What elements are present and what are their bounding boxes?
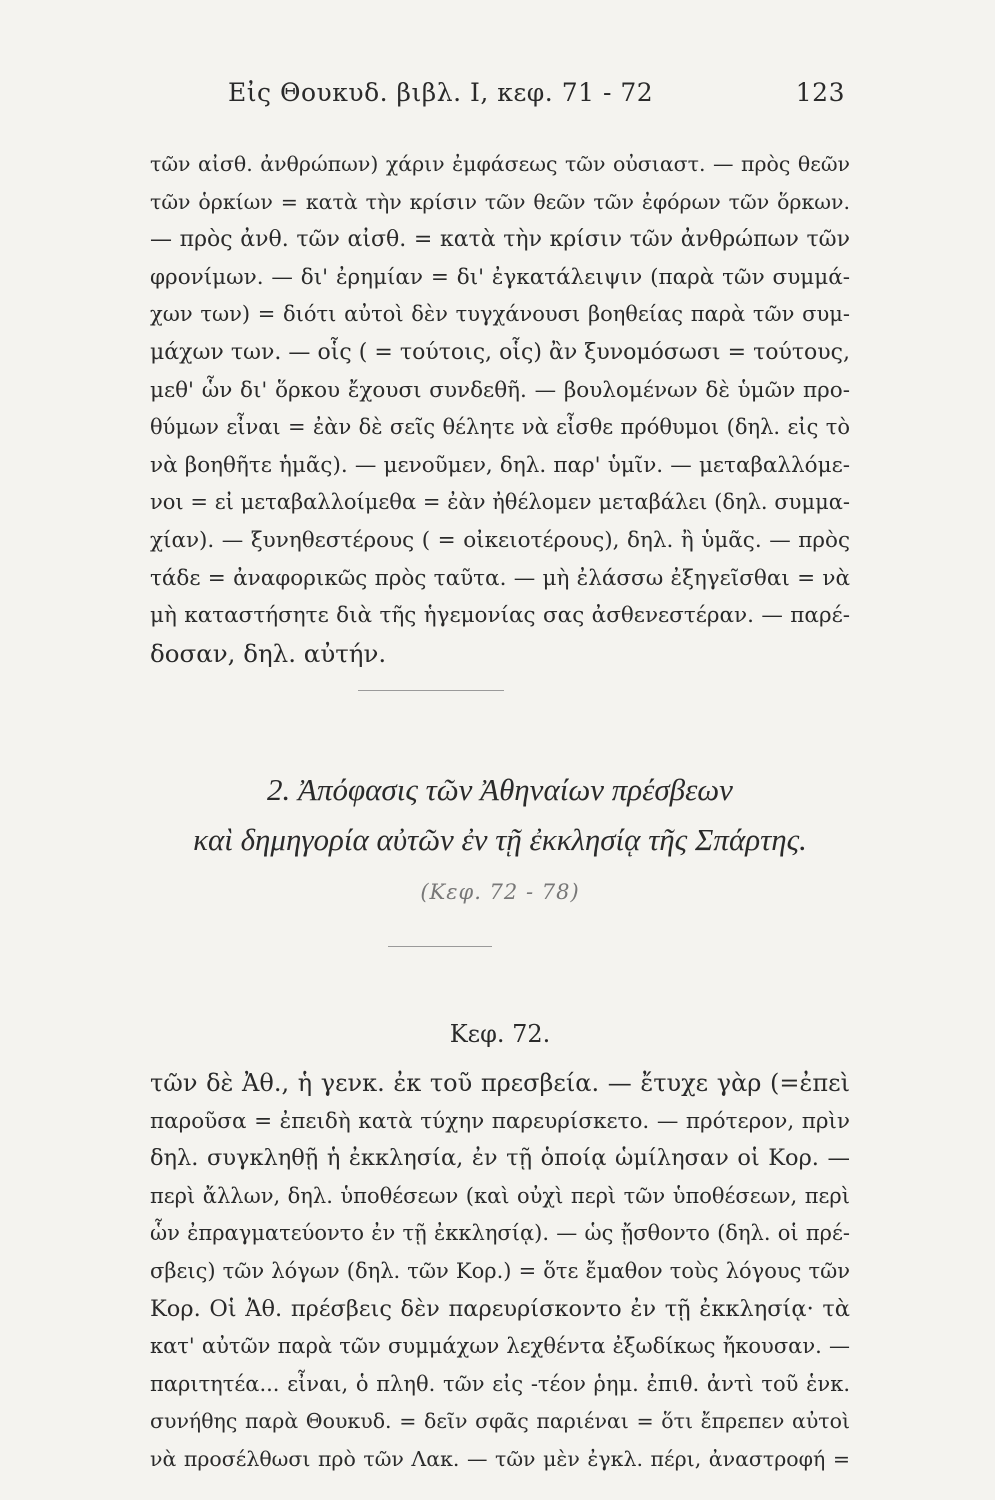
text-line: δοσαν, δηλ. αὐτήν. — [150, 638, 387, 668]
divider — [358, 690, 504, 691]
text-line: σβεις) τῶν λόγων (δηλ. τῶν Κορ.) = ὅτε ἔμαθον τοὺς λόγους τῶν — [150, 1258, 850, 1283]
text-line: τῶν αἰσθ. ἀνθρώπων) χάριν ἐμφάσεως τῶν οὐσιαστ. — πρὸς θεῶν — [150, 152, 850, 176]
divider — [388, 946, 492, 947]
text-line: νὰ βοηθῆτε ἡμᾶς). — μενοῦμεν, δηλ. παρ' ὑμῖν. — μεταβαλλόμε- — [150, 452, 850, 478]
text-line: τῶν δὲ Ἀθ., ἡ γενκ. ἐκ τοῦ πρεσβεία. — ἔτυχε γὰρ (=ἐπεὶ — [150, 1069, 850, 1097]
chapter-label: Κεφ. 72. — [449, 1020, 551, 1048]
text-line: κατ' αὐτῶν παρὰ τῶν συμμάχων λεχθέντα ἐξωδίκως ἤκουσαν. — — [150, 1334, 850, 1359]
text-line: παριτητέα... εἶναι, ὁ πληθ. τῶν εἰς -τέον ῥημ. ἐπιθ. ἀντὶ τοῦ ἑνκ. — [150, 1371, 850, 1396]
text-line: θύμων εἶναι = ἐὰν δὲ σεῖς θέλητε νὰ εἶσθε πρόθυμοι (δηλ. εἰς τὸ — [150, 415, 850, 440]
text-line: νοι = εἰ μεταβαλλοίμεθα = ἐὰν ἠθέλομεν μεταβάλει (δηλ. συμμα- — [150, 490, 850, 515]
text-line: φρονίμων. — δι' ἐρημίαν = δι' ἐγκατάλειψιν (παρὰ τῶν συμμά- — [150, 264, 850, 290]
text-line: παροῦσα = ἐπειδὴ κατὰ τύχην παρευρίσκετο. — πρότερον, πρὶν — [150, 1108, 850, 1134]
text-line: μὴ καταστήσητε διὰ τῆς ἡγεμονίας σας ἀσθενεστέραν. — παρέ- — [150, 603, 850, 629]
text-line: μεθ' ὧν δι' ὅρκου ἔχουσι συνδεθῆ. — βουλομένων δὲ ὑμῶν προ- — [150, 377, 850, 403]
text-line: περὶ ἄλλων, δηλ. ὑποθέσεων (καὶ οὐχὶ περὶ τῶν ὑποθέσεων, περὶ — [150, 1183, 850, 1208]
section-heading-line-2: καὶ δημηγορία αὐτῶν ἐν τῇ ἐκκλησίᾳ τῆς Σπάρτης. — [193, 822, 807, 857]
commentary-paragraph-2 — [150, 1065, 850, 1479]
section-heading — [150, 765, 850, 865]
text-line: Κορ. Οἱ Ἀθ. πρέσβεις δὲν παρευρίσκοντο ἐν τῇ ἐκκλησίᾳ· τὰ — [150, 1295, 850, 1322]
text-line: νὰ προσέλθωσι πρὸ τῶν Λακ. — τῶν μὲν ἐγκλ. πέρι, ἀναστροφή = — [150, 1446, 850, 1471]
text-line: χίαν). — ξυνηθεστέρους ( = οἰκειοτέρους), δηλ. ἢ ὑμᾶς. — πρὸς — [150, 527, 850, 553]
text-line: — πρὸς ἀνθ. τῶν αἰσθ. = κατὰ τὴν κρίσιν τῶν ἀνθρώπων τῶν — [150, 227, 850, 253]
text-line: χων των) = διότι αὐτοὶ δὲν τυγχάνουσι βοηθείας παρὰ τῶν συμ- — [150, 302, 850, 327]
running-head-title: Εἰς Θουκυδ. βιβλ. Ι, κεφ. 71 - 72 — [228, 78, 654, 107]
text-line: τάδε = ἀναφορικῶς πρὸς ταῦτα. — μὴ ἐλάσσω ἐξηγεῖσθαι = νὰ — [150, 565, 850, 591]
page-number: 123 — [795, 78, 845, 107]
text-line: δηλ. συγκληθῇ ἡ ἐκκλησία, ἐν τῇ ὁποίᾳ ὡμίλησαν οἱ Κορ. — — [150, 1145, 850, 1172]
section-heading-line-1: 2. Ἀπόφασις τῶν Ἀθηναίων πρέσβεων — [267, 772, 733, 807]
commentary-paragraph-1 — [150, 146, 850, 672]
text-line: τῶν ὁρκίων = κατὰ τὴν κρίσιν τῶν θεῶν τῶν ἐφόρων τῶν ὅρκων. — [150, 189, 850, 214]
section-subheading: (Κεφ. 72 - 78) — [420, 880, 580, 904]
text-line: μάχων των. — οἷς ( = τούτοις, οἷς) ἂν ξυνομόσωσι = τούτους, — [150, 339, 850, 365]
text-line: συνήθης παρὰ Θουκυδ. = δεῖν σφᾶς παριέναι = ὅτι ἔπρεπεν αὐτοὶ — [150, 1409, 850, 1434]
text-line: ὧν ἐπραγματεύοντο ἐν τῇ ἐκκλησίᾳ). — ὡς ᾔσθοντο (δηλ. οἱ πρέ- — [150, 1221, 850, 1246]
